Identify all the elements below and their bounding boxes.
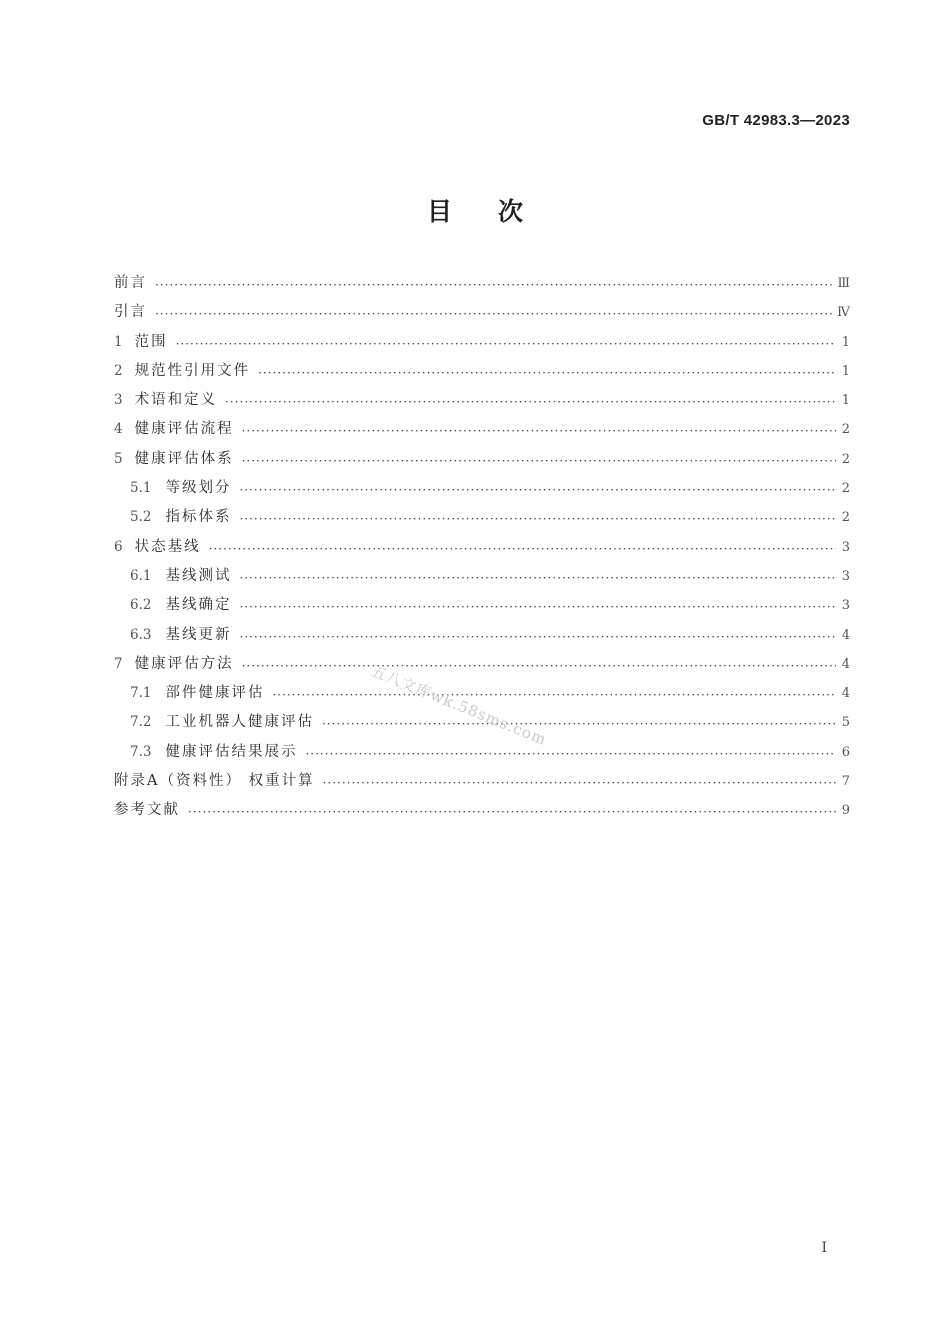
- toc-entry-number: 7.1: [130, 685, 152, 702]
- toc-entry[interactable]: [114, 535, 850, 564]
- toc-entry-page: 3: [841, 598, 850, 614]
- toc-entry[interactable]: [114, 476, 850, 505]
- toc-entry[interactable]: [114, 417, 850, 446]
- toc-entry-page: 4: [841, 627, 850, 643]
- toc-entry-label: 前言: [114, 275, 147, 291]
- toc-title: 目次: [426, 197, 569, 226]
- toc-entry-label: 状态基线: [134, 538, 201, 555]
- toc-entry-number: 5: [114, 450, 123, 467]
- toc-entry-label: 健康评估结果展示: [165, 743, 298, 760]
- toc-entry-label: 健康评估方法: [134, 655, 234, 672]
- dot-leader: [239, 511, 836, 526]
- toc-entry-label: 健康评估流程: [134, 421, 234, 438]
- dot-leader: [155, 306, 833, 321]
- toc-entry-number: 7.2: [130, 714, 152, 731]
- toc-entry[interactable]: [114, 447, 850, 476]
- toc-entry-page: 5: [841, 715, 850, 731]
- dot-leader: [242, 453, 836, 468]
- dot-leader: [323, 775, 836, 790]
- toc-entry-label: 引言: [114, 304, 147, 321]
- toc-entry-page: 7: [841, 774, 850, 790]
- toc-entry-number: 6: [114, 538, 123, 555]
- toc-entry-number: 6.1: [130, 567, 152, 584]
- toc-entry[interactable]: [114, 623, 850, 652]
- toc-entry-page: Ⅳ: [837, 305, 850, 321]
- toc-entry[interactable]: [114, 740, 850, 769]
- toc-entry-label: 健康评估体系: [134, 450, 234, 467]
- toc-entry-number: 1: [114, 333, 123, 350]
- page-number: I: [821, 1240, 827, 1256]
- dot-leader: [188, 804, 836, 819]
- toc-entry-page: 2: [841, 510, 850, 526]
- dot-leader: [225, 394, 836, 409]
- toc-entry-label: 基线测试: [165, 567, 232, 584]
- toc-entry-number: 7.3: [130, 743, 152, 760]
- toc-entry[interactable]: [114, 505, 850, 534]
- toc-entry-page: 9: [841, 803, 850, 819]
- dot-leader: [239, 482, 836, 497]
- toc-entry-label: 参考文献: [114, 802, 180, 819]
- toc-entry[interactable]: [114, 593, 850, 622]
- dot-leader: [209, 541, 836, 556]
- toc-entry[interactable]: [114, 300, 850, 329]
- toc-entry-page: 2: [841, 451, 850, 467]
- toc-entry-label: 工业机器人健康评估: [165, 714, 314, 731]
- watermark: 五八文库wk.58sms.com: [368, 661, 550, 749]
- table-of-contents: [114, 271, 850, 828]
- toc-entry-page: 1: [841, 334, 850, 350]
- toc-entry-page: 3: [841, 539, 850, 555]
- toc-entry-label: 部件健康评估: [165, 685, 265, 702]
- dot-leader: [258, 365, 836, 380]
- toc-entry[interactable]: [114, 769, 850, 798]
- toc-entry-number: 5.1: [130, 480, 152, 497]
- toc-entry-label: 术语和定义: [134, 392, 218, 409]
- dot-leader: [239, 570, 836, 585]
- toc-entry-label: 规范性引用文件: [134, 362, 251, 379]
- toc-entry-page: 2: [841, 481, 850, 497]
- toc-entry[interactable]: [114, 652, 850, 681]
- standard-code: GB/T 42983.3—2023: [702, 112, 850, 129]
- toc-entry-page: 4: [841, 686, 850, 702]
- toc-entry-label: 等级划分: [165, 480, 232, 497]
- toc-entry[interactable]: [114, 564, 850, 593]
- toc-entry-page: 4: [841, 656, 850, 672]
- dot-leader: [176, 336, 836, 351]
- dot-leader: [155, 277, 833, 292]
- dot-leader: [242, 423, 836, 438]
- dot-leader: [305, 746, 836, 761]
- toc-entry[interactable]: [114, 271, 850, 300]
- toc-entry-label: 范围: [134, 333, 168, 350]
- toc-entry-label: 基线更新: [165, 626, 232, 643]
- toc-entry-number: 2: [114, 362, 123, 379]
- dot-leader: [239, 629, 836, 644]
- toc-entry-label: 附录A（资料性） 权重计算: [114, 773, 315, 790]
- dot-leader: [272, 687, 836, 702]
- toc-entry-number: 6.3: [130, 626, 152, 643]
- toc-entry[interactable]: [114, 388, 850, 417]
- dot-leader: [239, 599, 836, 614]
- toc-entry-number: 6.2: [130, 597, 152, 614]
- toc-entry-label: 基线确定: [165, 597, 232, 614]
- toc-entry[interactable]: [114, 330, 850, 359]
- dot-leader: [242, 658, 836, 673]
- toc-entry-label: 指标体系: [165, 509, 232, 526]
- toc-entry-page: 1: [841, 363, 850, 379]
- toc-entry-page: 6: [841, 744, 850, 760]
- dot-leader: [322, 716, 836, 731]
- toc-entry-number: 7: [114, 655, 123, 672]
- toc-entry-number: 5.2: [130, 509, 152, 526]
- toc-entry-number: 4: [114, 421, 123, 438]
- toc-entry-page: Ⅲ: [837, 276, 850, 291]
- toc-entry[interactable]: [114, 798, 850, 827]
- toc-entry[interactable]: [114, 359, 850, 388]
- toc-entry-page: 1: [841, 393, 850, 409]
- toc-entry-page: 3: [841, 568, 850, 584]
- toc-entry-page: 2: [841, 422, 850, 438]
- toc-entry-number: 3: [114, 392, 123, 409]
